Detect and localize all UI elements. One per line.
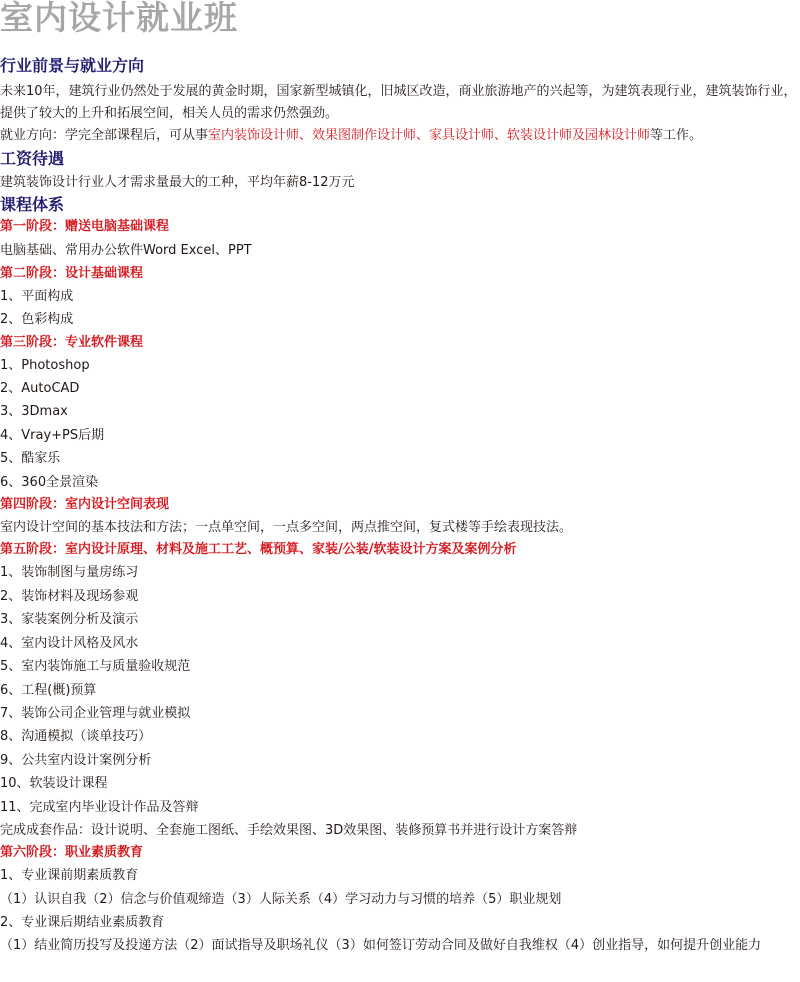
stage3-title: 第三阶段：专业软件课程: [0, 334, 144, 350]
stage3-line: 4、Vray+PS后期: [0, 427, 105, 443]
stage5-line: 6、工程(概)预算: [0, 682, 97, 698]
stage5-line: 2、装饰材料及现场参观: [0, 588, 139, 604]
stage6-line: （1）结业简历投写及投递方法（2）面试指导及职场礼仪（3）如何签订劳动合同及做好自我维权（4）创业指导，如何提升创业能力: [0, 937, 762, 953]
career-direction-suffix: 等工作。: [650, 128, 703, 143]
career-direction: [0, 125, 800, 147]
stage3-line: 3、3Dmax: [0, 404, 68, 420]
stage6-line: （1）认识自我（2）信念与价值观缔造（3）人际关系（4）学习动力与习惯的培养（5）职业规划: [0, 891, 562, 907]
stage3-line: 1、Photoshop: [0, 357, 90, 373]
stage3-line: 5、酷家乐: [0, 451, 61, 467]
stage5-line: 3、家装案例分析及演示: [0, 612, 139, 628]
stage4-line: 室内设计空间的基本技法和方法；一点单空间，一点多空间，两点推空间，复式楼等手绘表现技法。: [0, 520, 573, 536]
stage1-line: 电脑基础、常用办公软件Word Excel、PPT: [0, 243, 252, 259]
stage2-line: 1、平面构成: [0, 288, 74, 304]
stage5-line: 8、沟通模拟（谈单技巧）: [0, 729, 152, 745]
stage5-line: 完成成套作品：设计说明、全套施工图纸、手绘效果图、3D效果图、装修预算书并进行设计方案答辩: [0, 822, 578, 838]
stage3-line: 6、360全景渲染: [0, 474, 99, 490]
stage5-line: 10、软装设计课程: [0, 776, 108, 792]
salary-text: 建筑装饰设计行业人才需求量最大的工种，平均年薪8-12万元: [0, 175, 355, 190]
stage4-title: 第四阶段：室内设计空间表现: [0, 497, 170, 513]
stage5-title: 第五阶段：室内设计原理、材料及施工工艺、概预算、家装/公装/软装设计方案及案例分析: [0, 542, 517, 558]
salary-heading: 工资待遇: [0, 149, 65, 168]
stage2-title: 第二阶段：设计基础课程: [0, 265, 144, 281]
course-content: [0, 55, 800, 957]
stage1-title: 第一阶段：赠送电脑基础课程: [0, 219, 170, 235]
prospects-heading: 行业前景与就业方向: [0, 56, 145, 75]
stage5-line: 1、装饰制图与量房练习: [0, 565, 139, 581]
prospects-intro: 未来10年，建筑行业仍然处于发展的黄金时期，国家新型城镇化，旧城区改造，商业旅游地产的兴起等，为建筑表现行业，建筑装饰行业，提供了较大的上升和拓展空间，相关人员的需求仍然强劲。: [0, 84, 797, 121]
stage6-line: 2、专业课后期结业素质教育: [0, 915, 165, 931]
stage5-line: 11、完成室内毕业设计作品及答辩: [0, 799, 199, 815]
stage6-line: 1、专业课前期素质教育: [0, 868, 139, 884]
stage3-line: 2、AutoCAD: [0, 381, 80, 397]
stage6-title: 第六阶段：职业素质教育: [0, 845, 144, 861]
career-direction-highlight: 室内装饰设计师、效果图制作设计师、家具设计师、软装设计师及园林设计师: [208, 128, 651, 143]
curriculum-heading: 课程体系: [0, 195, 65, 215]
career-direction-prefix: 就业方向：学完全部课程后，可从事: [0, 128, 209, 143]
stage5-line: 4、室内设计风格及风水: [0, 635, 139, 651]
stage5-line: 7、装饰公司企业管理与就业模拟: [0, 705, 191, 721]
stage5-line: 9、公共室内设计案例分析: [0, 752, 152, 768]
stage2-line: 2、色彩构成: [0, 312, 74, 328]
page-title: 室内设计就业班: [0, 0, 238, 37]
stage5-line: 5、室内装饰施工与质量验收规范: [0, 659, 191, 675]
